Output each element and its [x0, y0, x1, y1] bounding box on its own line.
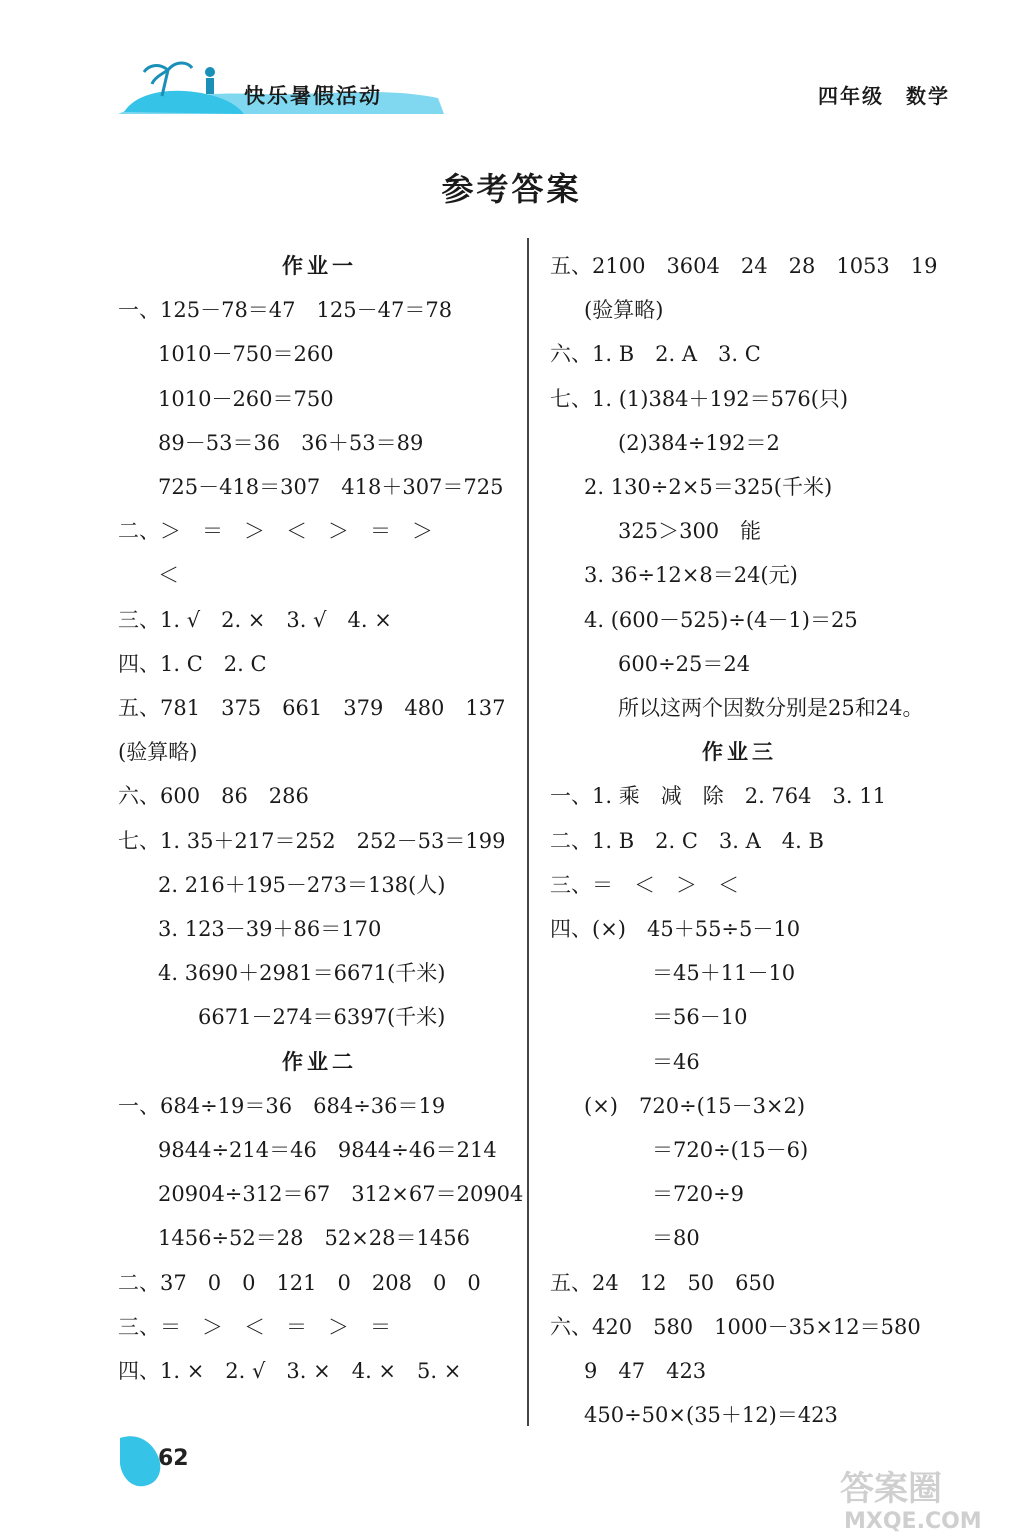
- answer-line: 五、2100 3604 24 28 1053 19: [550, 254, 938, 278]
- answer-line: (×) 720÷(15－3×2): [584, 1094, 806, 1118]
- answer-line: 三、＝ ＞ ＜ ＝ ＞ ＝: [118, 1315, 391, 1339]
- answer-line: 1456÷52＝28 52×28＝1456: [158, 1226, 470, 1250]
- answer-line: 450÷50×(35＋12)＝423: [584, 1403, 838, 1427]
- page-title: 参考答案: [441, 170, 582, 208]
- answer-line: 五、781 375 661 379 480 137: [118, 696, 506, 720]
- subject-label: 数学: [906, 84, 950, 108]
- answer-line: 725－418＝307 418＋307＝725: [158, 475, 504, 499]
- answer-line: 325＞300 能: [618, 519, 762, 543]
- answer-line: 二、37 0 0 121 0 208 0 0: [118, 1271, 481, 1295]
- answer-line: ＝56－10: [652, 1005, 748, 1029]
- answer-line: 六、420 580 1000－35×12＝580: [550, 1315, 921, 1339]
- answer-line: 四、(×) 45＋55÷5－10: [550, 917, 801, 941]
- answer-line: 3. 123－39＋86＝170: [158, 917, 382, 941]
- answer-line: 2. 216＋195－273＝138(人): [158, 873, 446, 897]
- answer-line: 四、1. × 2. √ 3. × 4. × 5. ×: [118, 1359, 462, 1383]
- page-number: 62: [158, 1446, 189, 1471]
- svg-text:MXQE.COM: MXQE.COM: [844, 1509, 982, 1534]
- answer-line: 所以这两个因数分别是25和24。: [618, 696, 924, 720]
- svg-text:答案圈: 答案圈: [840, 1469, 942, 1509]
- answer-line: 七、1. 35＋217＝252 252－53＝199: [118, 829, 506, 853]
- section-heading: 作业三: [702, 739, 777, 764]
- grade-label: 四年级: [818, 84, 884, 108]
- palm-tree-icon: [144, 63, 192, 96]
- answer-line: 七、1. (1)384＋192＝576(只): [550, 387, 849, 411]
- answer-line: ＜: [158, 563, 179, 587]
- answer-line: 4. 3690＋2981＝6671(千米): [158, 961, 446, 985]
- answer-line: (验算略): [584, 298, 664, 322]
- answer-line: 六、600 86 286: [118, 784, 309, 808]
- watermark-logo: [830, 1462, 1020, 1534]
- answer-line: 4. (600－525)÷(4－1)＝25: [584, 608, 858, 632]
- answer-line: ＝80: [652, 1226, 700, 1250]
- answer-line: 四、1. C 2. C: [118, 652, 267, 676]
- answer-line: 20904÷312＝67 312×67＝20904: [158, 1182, 524, 1206]
- section-heading: 作业一: [282, 253, 357, 278]
- answer-line: (验算略): [118, 740, 198, 764]
- answer-line: 一、125－78＝47 125－47＝78: [118, 298, 453, 322]
- answer-line: 二、1. B 2. C 3. A 4. B: [550, 829, 824, 853]
- answer-line: 9844÷214＝46 9844÷46＝214: [158, 1138, 497, 1162]
- answer-line: 1010－750＝260: [158, 342, 334, 366]
- answer-line: 五、24 12 50 650: [550, 1271, 776, 1295]
- banner-title: 快乐暑假活动: [244, 84, 382, 108]
- grade-subject: [818, 80, 950, 109]
- answer-line: 3. 36÷12×8＝24(元): [584, 563, 798, 587]
- answer-line: ＝46: [652, 1050, 700, 1074]
- section-heading: 作业二: [282, 1049, 357, 1074]
- answer-line: 三、＝ ＜ ＞ ＜: [550, 873, 739, 897]
- figure-icon: [205, 67, 215, 77]
- answer-line: 一、1. 乘 减 除 2. 764 3. 11: [550, 784, 886, 808]
- answer-line: 三、1. √ 2. × 3. √ 4. ×: [118, 608, 392, 632]
- answer-line: ＝720÷9: [652, 1182, 745, 1206]
- answer-line: 六、1. B 2. A 3. C: [550, 342, 761, 366]
- answer-line: 89－53＝36 36＋53＝89: [158, 431, 424, 455]
- answer-line: ＝720÷(15－6): [652, 1138, 809, 1162]
- column-divider: [527, 238, 529, 1426]
- answer-line: 6671－274＝6397(千米): [198, 1005, 446, 1029]
- answer-line: 二、＞ ＝ ＞ ＜ ＞ ＝ ＞: [118, 519, 433, 543]
- answer-line: 一、684÷19＝36 684÷36＝19: [118, 1094, 446, 1118]
- answer-line: 600÷25＝24: [618, 652, 751, 676]
- answer-line: 2. 130÷2×5＝325(千米): [584, 475, 833, 499]
- answer-line: 9 47 423: [584, 1359, 707, 1383]
- answer-line: 1010－260＝750: [158, 387, 334, 411]
- answer-line: ＝45＋11－10: [652, 961, 796, 985]
- answer-line: (2)384÷192＝2: [618, 431, 780, 455]
